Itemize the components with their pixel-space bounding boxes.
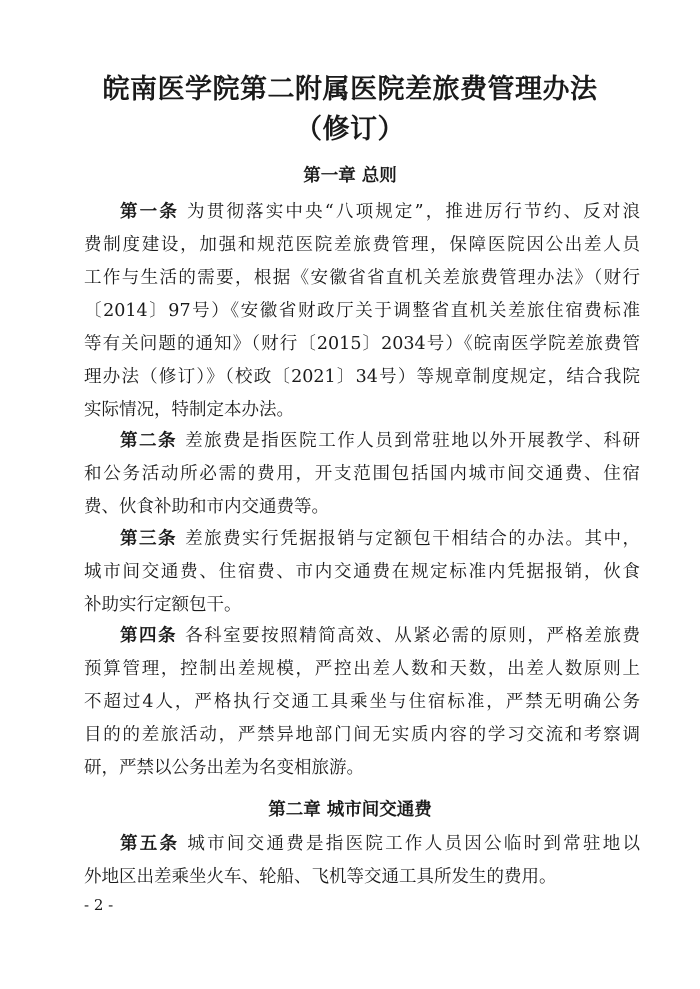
article-label: 第五条 <box>120 834 180 854</box>
article-text: 城市间交通费是指医院工作人员因公临时到常驻地以 <box>187 834 641 854</box>
article-text: 为贯彻落实中央“八项规定”，推进厉行节约、反对浪 <box>187 202 640 222</box>
article-5 <box>84 828 640 894</box>
article-2 <box>84 425 640 524</box>
article-line: 理办法（修订）》（校政〔2021〕34号）等规章制度规定，结合我院 <box>84 367 640 387</box>
article-line: 实际情况，特制定本办法。 <box>84 400 294 420</box>
article-3 <box>84 523 640 622</box>
article-line: 研，严禁以公务出差为名变相旅游。 <box>84 758 364 778</box>
article-text: 各科室要按照精简高效、从紧必需的原则，严格差旅费 <box>185 626 641 646</box>
article-line: 费制度建设，加强和规范医院差旅费管理，保障医院因公出差人员 <box>84 235 640 255</box>
document-subtitle: （修订） <box>295 114 405 145</box>
article-line <box>84 523 640 556</box>
article-line: 等有关问题的通知》（财行〔2015〕2034号）《皖南医学院差旅费管 <box>84 334 640 354</box>
article-label: 第一条 <box>120 202 180 222</box>
article-line <box>84 620 640 653</box>
article-line: 〔2014〕97号）《安徽省财政厅关于调整省直机关差旅住宿费标准 <box>84 301 640 321</box>
article-line: 工作与生活的需要，根据《安徽省省直机关差旅费管理办法》（财行 <box>84 268 640 288</box>
article-label: 第二条 <box>120 431 178 451</box>
article-text: 差旅费实行凭据报销与定额包干相结合的办法。其中， <box>185 529 641 549</box>
page-number: - 2 - <box>84 896 114 914</box>
article-line: 预算管理，控制出差规模，严控出差人数和天数，出差人数原则上 <box>84 659 640 679</box>
chapter-heading-2: 第二章 城市间交通费 <box>268 800 432 820</box>
article-line: 费、伙食补助和市内交通费等。 <box>84 497 329 517</box>
article-1 <box>84 196 640 427</box>
article-line: 和公务活动所必需的费用，开支范围包括国内城市间交通费、住宿 <box>84 464 640 484</box>
article-line: 目的的差旅活动，严禁异地部门间无实质内容的学习交流和考察调 <box>84 725 640 745</box>
article-line: 城市间交通费、住宿费、市内交通费在规定标准内凭据报销，伙食 <box>84 562 640 582</box>
document-title: 皖南医学院第二附属医院差旅费管理办法 <box>102 74 598 105</box>
article-line: 不超过4人，严格执行交通工具乘坐与住宿标准，严禁无明确公务 <box>84 692 640 712</box>
article-line <box>84 828 640 861</box>
article-line: 外地区出差乘坐火车、轮船、飞机等交通工具所发生的费用。 <box>84 867 557 887</box>
article-label: 第四条 <box>120 626 178 646</box>
article-4 <box>84 620 640 785</box>
article-line <box>84 196 640 229</box>
article-label: 第三条 <box>120 529 178 549</box>
chapter-heading-1: 第一章 总则 <box>303 166 397 186</box>
article-line: 补助实行定额包干。 <box>84 595 242 615</box>
article-text: 差旅费是指医院工作人员到常驻地以外开展教学、科研 <box>185 431 641 451</box>
article-line <box>84 425 640 458</box>
